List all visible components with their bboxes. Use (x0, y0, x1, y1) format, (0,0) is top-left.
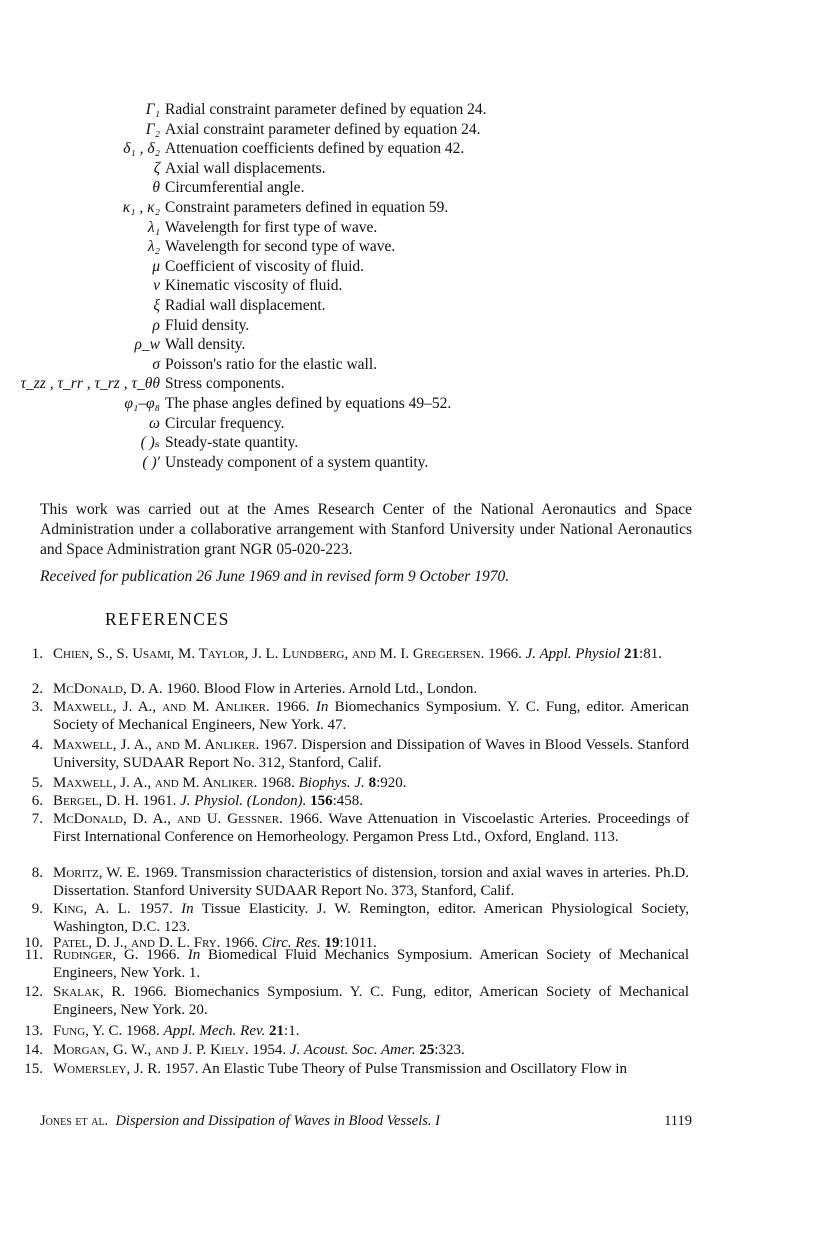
reference-text-part: 1960. Blood Flow in Arteries. Arnold Ltd., London. (162, 681, 478, 697)
nomenclature-row (0, 139, 816, 159)
reference-text (53, 900, 689, 936)
nomenclature-row (0, 100, 816, 120)
reference-volume: 21 (620, 646, 640, 662)
nomenclature-row (0, 276, 816, 296)
reference-authors: Bergel, D. H. (53, 793, 139, 809)
reference-italic-part: Appl. Mech. Rev. (163, 1023, 266, 1039)
nomenclature-definition: Circumferential angle. (165, 179, 305, 197)
reference-pages: :1011. (339, 935, 377, 951)
reference-text-part: Tissue Elasticity. J. W. Remington, editor. American Physiological Society, Washington, D.C. 123. (53, 901, 689, 935)
nomenclature-row (0, 198, 816, 218)
reference-text-part: 1966. Biomechanics Symposium. Y. C. Fung, editor, American Society of Mechanical Engineers, New York. 20. (53, 984, 689, 1018)
nomenclature-row (0, 237, 816, 257)
nomenclature-symbol: ρ_w (134, 336, 160, 354)
nomenclature-symbol: ν (153, 277, 160, 295)
nomenclature-definition: Coefficient of viscosity of fluid. (165, 257, 365, 275)
nomenclature-row (0, 159, 816, 179)
footer-authors: Jones et al. (40, 1113, 109, 1129)
reference-volume: 156 (306, 793, 333, 809)
reference-text (53, 792, 689, 810)
nomenclature-row (0, 218, 816, 238)
nomenclature-symbol: ( )′ (142, 453, 160, 471)
references-heading: REFERENCES (105, 609, 230, 629)
reference-number: 9. (31, 901, 43, 917)
reference-authors: Maxwell, J. A., and M. Anliker. (53, 737, 260, 753)
nomenclature-symbol: μ (152, 257, 160, 275)
nomenclature-row (0, 120, 816, 140)
reference-authors: Maxwell, J. A., and M. Anliker. (53, 775, 258, 791)
nomenclature-symbol: ( )ₛ (140, 434, 160, 452)
nomenclature-row (0, 335, 816, 355)
reference-volume: 25 (415, 1042, 435, 1058)
reference-pages: :920. (376, 775, 407, 791)
reference-text (53, 698, 689, 734)
reference-text (53, 1022, 689, 1040)
nomenclature-row (0, 453, 816, 473)
reference-number: 2. (31, 681, 43, 697)
nomenclature-row (0, 296, 816, 316)
nomenclature-symbol: δ₁ , δ₂ (123, 140, 160, 158)
reference-authors: King, A. L. (53, 901, 131, 917)
nomenclature-definition: Wavelength for second type of wave. (165, 238, 396, 256)
nomenclature-definition: Poisson's ratio for the elastic wall. (165, 355, 378, 373)
reference-italic-part: J. Physiol. (London). (180, 793, 307, 809)
nomenclature-symbol: ω (149, 414, 160, 432)
reference-number: 1. (31, 646, 43, 662)
nomenclature-definition: Attenuation coefficients defined by equation 42. (165, 140, 465, 158)
reference-italic-part: In (187, 947, 201, 963)
nomenclature-symbol: ξ (153, 297, 160, 314)
reference-text (53, 810, 689, 846)
reference-text (53, 774, 689, 792)
nomenclature-symbol: Γ₁ (145, 101, 160, 118)
page-number: 1119 (664, 1113, 692, 1129)
reference-number: 3. (31, 699, 43, 715)
nomenclature-symbol: Γ₂ (145, 120, 160, 138)
nomenclature-definition: Kinematic viscosity of fluid. (165, 277, 343, 295)
reference-italic-part: J. Appl. Physiol (525, 646, 621, 662)
reference-text-part: 1966. (269, 699, 316, 715)
nomenclature-symbol: φ₁–φ₈ (124, 395, 160, 412)
nomenclature-definition: Circular frequency. (165, 414, 285, 432)
nomenclature-definition: The phase angles defined by equations 49–52. (165, 395, 452, 412)
reference-text-part: 1967. Dispersion and Dissipation of Waves in Blood Vessels. Stanford University, SUDAAR Report No. 312, Stanford, Calif. (53, 737, 690, 771)
reference-authors: Skalak, R. (53, 984, 126, 1000)
reference-italic-part: J. Acoust. Soc. Amer. (289, 1042, 416, 1058)
nomenclature-definition: Stress components. (165, 375, 285, 393)
reference-number: 12. (24, 984, 43, 1000)
reference-number: 8. (31, 865, 43, 881)
reference-authors: Maxwell, J. A., and M. Anliker. (53, 699, 270, 715)
reference-pages: :1. (284, 1023, 300, 1039)
reference-authors: Chien, S., S. Usami, M. Taylor, J. L. Lundberg, and M. I. Gregersen. (53, 646, 485, 662)
nomenclature-definition: Radial wall displacement. (165, 297, 326, 314)
nomenclature-row (0, 355, 816, 375)
reference-text-part: 1966. (484, 646, 526, 662)
reference-text (53, 946, 689, 982)
nomenclature-definition: Axial constraint parameter defined by equation 24. (165, 120, 481, 138)
reference-text-part: Biomedical Fluid Mechanics Symposium. American Society of Mechanical Engineers, New York. 1. (53, 947, 689, 981)
reference-number: 7. (31, 811, 43, 827)
reference-pages: :81. (639, 646, 662, 662)
reference-number: 6. (31, 793, 43, 809)
reference-text (53, 645, 689, 663)
running-footer (40, 1111, 440, 1131)
reference-text (53, 864, 689, 900)
reference-authors: Morgan, G. W., and J. P. Kiely. (53, 1042, 249, 1058)
nomenclature-definition: Steady-state quantity. (165, 434, 299, 452)
nomenclature-row (0, 394, 816, 414)
nomenclature-definition: Unsteady component of a system quantity. (165, 453, 429, 471)
nomenclature-definition: Fluid density. (165, 316, 250, 334)
nomenclature-symbol: ζ (153, 159, 160, 177)
reference-text (53, 983, 689, 1019)
reference-text (53, 1041, 689, 1059)
acknowledgment-paragraph: This work was carried out at the Ames Research Center of the National Aeronautics and Space Administration under a collaborative arrangement with Stanford University under National Aeronautics and Space Administration grant NGR 05-020-223. (40, 501, 692, 558)
nomenclature-row (0, 257, 816, 277)
reference-text-part: 1966. (138, 947, 188, 963)
nomenclature-definition: Wavelength for first type of wave. (165, 218, 378, 236)
reference-text-part: 1968. (257, 775, 299, 791)
reference-text-part: 1966. Wave Attenuation in Viscoelastic Arteries. Proceedings of First International Conference on Hemorheology. Pergamon Press Ltd., Oxford, England. 113. (53, 811, 689, 845)
nomenclature-row (0, 178, 816, 198)
reference-number: 15. (24, 1061, 43, 1077)
nomenclature-symbol: θ (152, 179, 160, 197)
reference-number: 11. (24, 947, 43, 963)
nomenclature-symbol: ρ (152, 316, 160, 334)
reference-authors: McDonald, D. A., and U. Gessner. (53, 811, 283, 827)
nomenclature-symbol: κ₁ , κ₂ (122, 199, 160, 216)
reference-volume: 19 (320, 935, 340, 951)
page-footer (40, 1111, 692, 1131)
received-date: Received for publication 26 June 1969 and in revised form 9 October 1970. (40, 568, 510, 585)
reference-authors: Rudinger, G. (53, 947, 139, 963)
nomenclature-definition: Constraint parameters defined in equation 59. (165, 199, 449, 216)
reference-authors: Patel, D. J., and D. L. Fry. (53, 935, 221, 951)
reference-text (53, 680, 689, 698)
nomenclature-row (0, 433, 816, 453)
reference-number: 5. (31, 775, 43, 791)
reference-text-part: 1957. (130, 901, 182, 917)
reference-volume: 21 (265, 1023, 285, 1039)
reference-text (53, 1060, 689, 1078)
reference-text-part: 1968. (122, 1023, 164, 1039)
reference-text-part: 1961. (138, 793, 181, 809)
nomenclature-definition: Axial wall displacements. (165, 159, 326, 177)
reference-text-part: 1969. Transmission characteristics of distension, torsion and axial waves in arteries. Ph.D. Dissertation. Stanford University SUDAAR Report No. 373, Stanford, Calif. (53, 865, 689, 899)
reference-italic-part: In (315, 699, 329, 715)
reference-pages: :323. (434, 1042, 465, 1058)
reference-text-part: 1954. (248, 1042, 290, 1058)
reference-text (53, 736, 689, 772)
reference-authors: Moritz, W. E. (53, 865, 140, 881)
nomenclature-symbol: λ₂ (147, 238, 160, 256)
nomenclature-definition: Wall density. (165, 336, 246, 354)
reference-italic-part: In (181, 901, 194, 917)
reference-text-part: 1957. An Elastic Tube Theory of Pulse Transmission and Oscillatory Flow in (161, 1061, 628, 1077)
reference-number: 14. (24, 1042, 43, 1058)
nomenclature-symbol: τ_zz , τ_rr , τ_rz , τ_θθ (20, 375, 160, 393)
nomenclature-row (0, 414, 816, 434)
reference-number: 10. (24, 935, 43, 951)
nomenclature-row (0, 316, 816, 336)
reference-number: 4. (31, 737, 43, 753)
reference-text-part: Biomechanics Symposium. Y. C. Fung, editor. American Society of Mechanical Engineers, New York. 47. (53, 699, 689, 733)
reference-italic-part: Circ. Res. (261, 935, 321, 951)
footer-title: Dispersion and Dissipation of Waves in Blood Vessels. I (115, 1113, 440, 1129)
reference-authors: Womersley, J. R. (53, 1061, 162, 1077)
reference-italic-part: Biophys. J. (298, 775, 365, 791)
reference-volume: 8 (364, 775, 377, 791)
reference-number: 13. (24, 1023, 43, 1039)
reference-authors: Fung, Y. C. (53, 1023, 123, 1039)
nomenclature-definition: Radial constraint parameter defined by equation 24. (165, 101, 487, 118)
reference-authors: McDonald, D. A. (53, 681, 163, 697)
nomenclature-row (0, 374, 816, 394)
nomenclature-symbol: σ (152, 355, 160, 373)
reference-text-part: 1966. (220, 935, 262, 951)
nomenclature-symbol: λ₁ (147, 218, 160, 236)
reference-pages: :458. (332, 793, 364, 809)
